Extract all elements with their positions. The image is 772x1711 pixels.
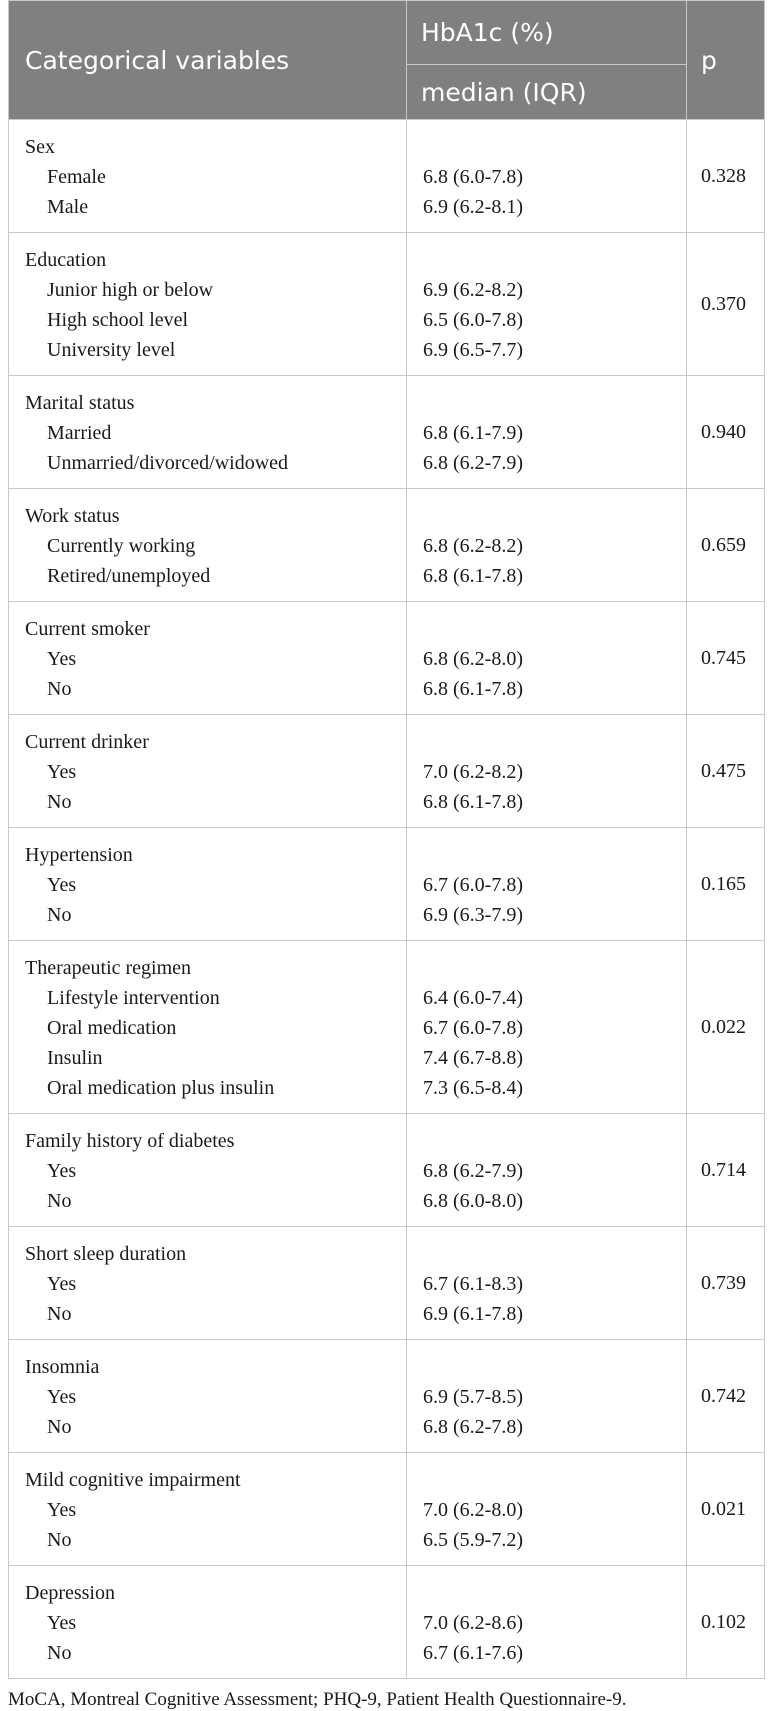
p-value-cell: 0.021 bbox=[687, 1453, 765, 1566]
median-iqr-value: 7.0 (6.2-8.2) bbox=[423, 761, 523, 783]
p-value-cell: 0.328 bbox=[687, 120, 765, 233]
median-iqr-value: 6.8 (6.2-7.9) bbox=[423, 1160, 523, 1182]
median-iqr-cell bbox=[407, 489, 687, 602]
variable-cell bbox=[9, 602, 407, 715]
group-label: Short sleep duration bbox=[25, 1243, 187, 1265]
median-iqr-value: 6.7 (6.0-7.8) bbox=[423, 1017, 523, 1039]
subgroup-label: No bbox=[47, 791, 72, 813]
group-label: Education bbox=[25, 249, 107, 271]
median-iqr-value: 7.3 (6.5-8.4) bbox=[423, 1077, 523, 1099]
subgroup-label: No bbox=[47, 1190, 72, 1212]
variable-cell bbox=[9, 376, 407, 489]
p-value-cell: 0.102 bbox=[687, 1566, 765, 1679]
median-iqr-value: 6.9 (6.2-8.2) bbox=[423, 279, 523, 301]
median-iqr-cell bbox=[407, 941, 687, 1114]
median-iqr-cell bbox=[407, 828, 687, 941]
median-iqr-value: 6.9 (6.3-7.9) bbox=[423, 904, 523, 926]
subgroup-label: High school level bbox=[47, 309, 189, 331]
subgroup-label: Yes bbox=[47, 648, 77, 670]
median-iqr-cell bbox=[407, 1340, 687, 1453]
variable-cell bbox=[9, 941, 407, 1114]
median-iqr-value: 7.4 (6.7-8.8) bbox=[423, 1047, 523, 1069]
table-row bbox=[9, 1453, 765, 1566]
median-iqr-cell bbox=[407, 376, 687, 489]
median-iqr-value: 6.4 (6.0-7.4) bbox=[423, 987, 523, 1009]
subgroup-label: No bbox=[47, 1642, 72, 1664]
subgroup-label: Yes bbox=[47, 874, 77, 896]
variable-cell bbox=[9, 715, 407, 828]
median-iqr-cell bbox=[407, 1566, 687, 1679]
table-footnote: MoCA, Montreal Cognitive Assessment; PHQ-9, Patient Health Questionnaire-9. bbox=[8, 1689, 627, 1710]
group-label: Therapeutic regimen bbox=[25, 957, 192, 979]
median-iqr-cell bbox=[407, 1227, 687, 1340]
table-row bbox=[9, 376, 765, 489]
subgroup-label: Insulin bbox=[47, 1047, 103, 1069]
median-iqr-cell bbox=[407, 1453, 687, 1566]
subgroup-label: Lifestyle intervention bbox=[47, 987, 220, 1009]
median-iqr-value: 6.5 (6.0-7.8) bbox=[423, 309, 523, 331]
median-iqr-value: 6.8 (6.1-7.8) bbox=[423, 565, 523, 587]
median-iqr-cell bbox=[407, 233, 687, 376]
variable-cell bbox=[9, 1453, 407, 1566]
subgroup-label: No bbox=[47, 1529, 72, 1551]
median-iqr-value: 6.9 (6.1-7.8) bbox=[423, 1303, 523, 1325]
group-label: Current smoker bbox=[25, 618, 150, 640]
variable-cell bbox=[9, 233, 407, 376]
median-iqr-value: 6.8 (6.2-8.0) bbox=[423, 648, 523, 670]
table-container bbox=[8, 0, 764, 1711]
table-row bbox=[9, 715, 765, 828]
median-iqr-cell bbox=[407, 120, 687, 233]
subgroup-label: Female bbox=[47, 166, 106, 188]
group-label: Hypertension bbox=[25, 844, 133, 866]
group-label: Family history of diabetes bbox=[25, 1130, 235, 1152]
table-row bbox=[9, 828, 765, 941]
p-value-cell: 0.739 bbox=[687, 1227, 765, 1340]
p-value-cell: 0.714 bbox=[687, 1114, 765, 1227]
median-iqr-value: 6.9 (5.7-8.5) bbox=[423, 1386, 523, 1408]
subgroup-label: Yes bbox=[47, 1160, 77, 1182]
header-hba1c: HbA1c (%) bbox=[407, 1, 687, 65]
header-median-iqr: median (IQR) bbox=[407, 65, 687, 120]
median-iqr-value: 6.7 (6.1-8.3) bbox=[423, 1273, 523, 1295]
median-iqr-value: 6.7 (6.0-7.8) bbox=[423, 874, 523, 896]
subgroup-label: Oral medication plus insulin bbox=[47, 1077, 275, 1099]
subgroup-label: Yes bbox=[47, 1386, 77, 1408]
variable-cell bbox=[9, 1114, 407, 1227]
variable-cell bbox=[9, 489, 407, 602]
median-iqr-cell bbox=[407, 602, 687, 715]
subgroup-label: Junior high or below bbox=[47, 279, 214, 301]
median-iqr-value: 6.8 (6.1-7.8) bbox=[423, 791, 523, 813]
group-label: Current drinker bbox=[25, 731, 149, 753]
subgroup-label: Yes bbox=[47, 761, 77, 783]
header-categorical-variables: Categorical variables bbox=[9, 1, 407, 120]
median-iqr-value: 6.8 (6.1-7.8) bbox=[423, 678, 523, 700]
group-label: Sex bbox=[25, 136, 55, 158]
p-value-cell: 0.940 bbox=[687, 376, 765, 489]
subgroup-label: Currently working bbox=[47, 535, 196, 557]
median-iqr-value: 7.0 (6.2-8.6) bbox=[423, 1612, 523, 1634]
subgroup-label: No bbox=[47, 678, 72, 700]
p-value-cell: 0.745 bbox=[687, 602, 765, 715]
table-row bbox=[9, 1340, 765, 1453]
group-label: Depression bbox=[25, 1582, 115, 1604]
median-iqr-value: 6.5 (5.9-7.2) bbox=[423, 1529, 523, 1551]
subgroup-label: University level bbox=[47, 339, 176, 361]
variable-cell bbox=[9, 828, 407, 941]
p-value-cell: 0.659 bbox=[687, 489, 765, 602]
variable-cell bbox=[9, 1227, 407, 1340]
median-iqr-value: 6.8 (6.0-8.0) bbox=[423, 1190, 523, 1212]
table-row bbox=[9, 1114, 765, 1227]
subgroup-label: No bbox=[47, 1303, 72, 1325]
p-value-cell: 0.475 bbox=[687, 715, 765, 828]
group-label: Marital status bbox=[25, 392, 135, 414]
table-body bbox=[9, 120, 765, 1679]
table-header bbox=[9, 1, 765, 120]
subgroup-label: Male bbox=[47, 196, 89, 218]
variable-cell bbox=[9, 1566, 407, 1679]
p-value-cell: 0.165 bbox=[687, 828, 765, 941]
group-label: Mild cognitive impairment bbox=[25, 1469, 241, 1491]
table-row bbox=[9, 120, 765, 233]
subgroup-label: Retired/unemployed bbox=[47, 565, 211, 587]
median-iqr-value: 6.9 (6.5-7.7) bbox=[423, 339, 523, 361]
p-value-cell: 0.022 bbox=[687, 941, 765, 1114]
median-iqr-value: 6.8 (6.2-7.8) bbox=[423, 1416, 523, 1438]
median-iqr-value: 6.7 (6.1-7.6) bbox=[423, 1642, 523, 1664]
median-iqr-cell bbox=[407, 1114, 687, 1227]
median-iqr-value: 6.8 (6.0-7.8) bbox=[423, 166, 523, 188]
subgroup-label: Yes bbox=[47, 1612, 77, 1634]
median-iqr-value: 7.0 (6.2-8.0) bbox=[423, 1499, 523, 1521]
header-p: p bbox=[687, 1, 765, 120]
table-row bbox=[9, 1566, 765, 1679]
median-iqr-value: 6.8 (6.2-8.2) bbox=[423, 535, 523, 557]
table-row bbox=[9, 1227, 765, 1340]
table-row bbox=[9, 941, 765, 1114]
subgroup-label: Married bbox=[47, 422, 112, 444]
p-value-cell: 0.742 bbox=[687, 1340, 765, 1453]
median-iqr-value: 6.9 (6.2-8.1) bbox=[423, 196, 523, 218]
variable-cell bbox=[9, 120, 407, 233]
subgroup-label: No bbox=[47, 904, 72, 926]
group-label: Insomnia bbox=[25, 1356, 100, 1378]
variable-cell bbox=[9, 1340, 407, 1453]
median-iqr-value: 6.8 (6.1-7.9) bbox=[423, 422, 523, 444]
p-value-cell: 0.370 bbox=[687, 233, 765, 376]
subgroup-label: Oral medication bbox=[47, 1017, 177, 1039]
group-label: Work status bbox=[25, 505, 120, 527]
table-row bbox=[9, 233, 765, 376]
subgroup-label: Unmarried/divorced/widowed bbox=[47, 452, 289, 474]
median-iqr-value: 6.8 (6.2-7.9) bbox=[423, 452, 523, 474]
table-row bbox=[9, 602, 765, 715]
subgroup-label: Yes bbox=[47, 1499, 77, 1521]
table-row bbox=[9, 489, 765, 602]
hba1c-table bbox=[8, 0, 765, 1679]
median-iqr-cell bbox=[407, 715, 687, 828]
subgroup-label: Yes bbox=[47, 1273, 77, 1295]
subgroup-label: No bbox=[47, 1416, 72, 1438]
